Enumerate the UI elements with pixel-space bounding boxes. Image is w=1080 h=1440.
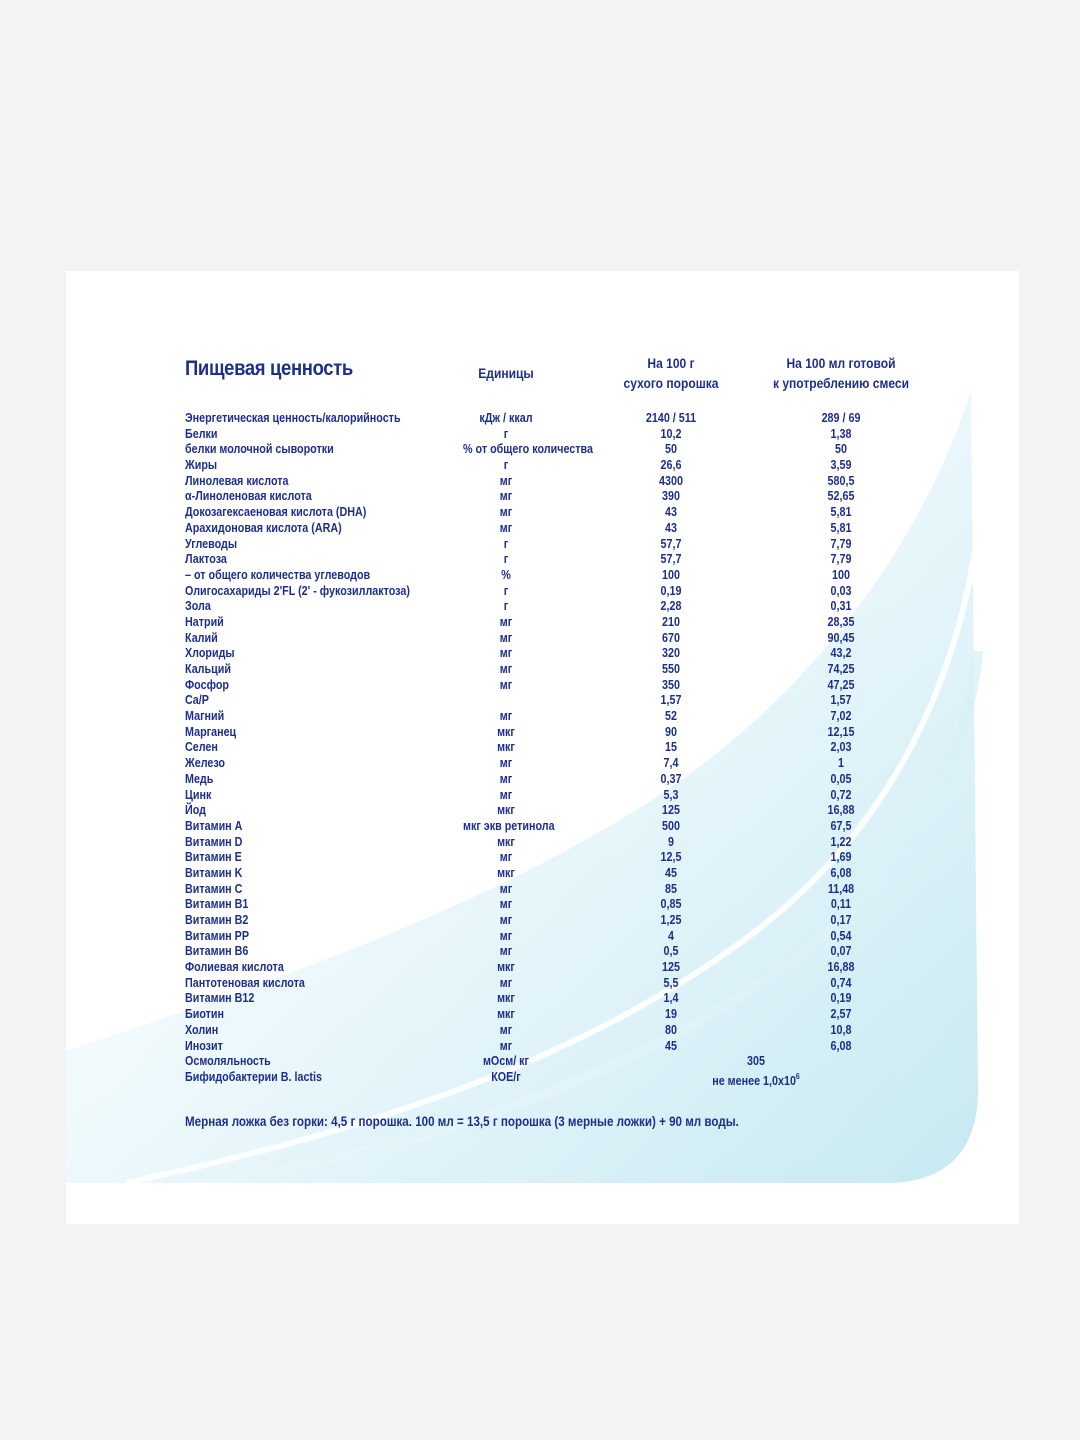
table-row	[66, 740, 1019, 756]
value-per-100g: 1,57	[660, 693, 682, 708]
table-row	[66, 474, 1019, 490]
value-per-100ml: 0,31	[830, 599, 852, 614]
nutrient-name: Витамин B1	[185, 897, 249, 912]
value-per-100ml: 11,48	[827, 881, 855, 896]
nutrient-unit: мг	[499, 473, 513, 488]
nutrient-unit: %	[501, 567, 511, 582]
nutrient-name: Йод	[185, 803, 206, 818]
nutrient-name: Витамин D	[185, 834, 243, 849]
nutrient-name: Витамин B6	[185, 944, 249, 959]
nutrient-unit: мг	[499, 646, 513, 661]
value-per-100g: 57,7	[660, 552, 682, 567]
value-per-100g: 0,85	[660, 897, 682, 912]
header-per-100g-line2: сухого порошка	[623, 375, 719, 391]
value-per-100ml: 52,65	[827, 489, 855, 504]
nutrient-unit: мг	[499, 944, 513, 959]
value-per-100g: 7,4	[663, 756, 679, 771]
value-per-100g: 45	[665, 1038, 677, 1053]
nutrient-unit: мг	[499, 1022, 513, 1037]
table-row	[66, 1007, 1019, 1023]
nutrient-name: Витамин K	[185, 865, 243, 880]
value-per-100ml: 1,57	[830, 693, 852, 708]
nutrient-unit: мг	[499, 662, 513, 676]
table-row	[66, 929, 1019, 945]
value-per-100ml: 74,25	[827, 662, 855, 676]
value-per-100g: 90	[665, 724, 677, 739]
nutrient-unit: мкг	[497, 740, 515, 755]
table-row	[66, 615, 1019, 631]
nutrient-unit: мкг экв ретинола	[463, 818, 555, 833]
nutrient-name: Углеводы	[185, 536, 238, 551]
nutrient-unit: мг	[499, 771, 513, 786]
nutrient-unit: мкг	[497, 991, 515, 1006]
nutrient-unit: мкг	[497, 834, 515, 849]
table-row	[66, 709, 1019, 725]
table-row	[66, 725, 1019, 741]
table-row	[66, 991, 1019, 1007]
value-per-100g: 1,25	[660, 913, 682, 927]
value-per-100ml: 90,45	[827, 630, 855, 645]
nutrient-name: Витамин B2	[185, 913, 249, 927]
value-per-100ml: 289 / 69	[821, 411, 861, 425]
nutrient-unit: мкг	[497, 865, 515, 880]
nutrient-name: Натрий	[185, 614, 224, 629]
nutrient-unit: мОсм/ кг	[482, 1054, 530, 1069]
nutrient-name: Витамин PP	[185, 928, 250, 943]
nutrient-name: Фосфор	[185, 677, 229, 692]
value-per-100g: 100	[662, 567, 680, 582]
nutrient-name: Инозит	[185, 1038, 223, 1053]
nutrient-unit: мкг	[497, 803, 515, 818]
value-per-100ml: 0,17	[830, 913, 852, 927]
nutrient-name: белки молочной сыворотки	[185, 442, 334, 457]
header-per-100g	[615, 353, 727, 393]
nutrient-unit: мг	[499, 928, 513, 943]
table-row	[66, 1039, 1019, 1055]
nutrient-name: Пантотеновая кислота	[185, 975, 305, 990]
value-per-100ml: 5,81	[830, 520, 852, 535]
nutrient-name: Лактоза	[185, 552, 227, 567]
nutrient-name: Хлориды	[185, 646, 235, 661]
table-row	[66, 411, 1019, 427]
table-row	[66, 568, 1019, 584]
nutrient-unit: мг	[499, 913, 513, 927]
value-per-100g: 0,5	[663, 944, 679, 959]
nutrient-name: Магний	[185, 709, 225, 724]
value-per-100ml: 1,38	[830, 426, 852, 441]
nutrient-unit: % от общего количества	[463, 442, 593, 457]
nutrient-name: – от общего количества углеводов	[185, 567, 371, 582]
value-per-100g: 26,6	[660, 458, 682, 473]
nutrient-unit: г	[503, 599, 509, 614]
nutrient-name: Марганец	[185, 724, 237, 739]
nutrient-name: Бифидобактерии B. lactis	[185, 1069, 322, 1084]
table-row	[66, 944, 1019, 960]
nutrient-name: Медь	[185, 771, 214, 786]
value-per-100g: 125	[662, 803, 680, 818]
value-per-100ml: 12,15	[827, 724, 855, 739]
nutrient-name: Белки	[185, 426, 218, 441]
value-per-100ml: 0,19	[830, 991, 852, 1006]
table-row	[66, 803, 1019, 819]
value-per-100g: 52	[665, 709, 677, 724]
value-per-100g: 5,3	[663, 787, 679, 802]
table-row	[66, 631, 1019, 647]
value-per-100g: 2140 / 511	[645, 411, 697, 425]
table-row	[66, 772, 1019, 788]
table-row	[66, 584, 1019, 600]
nutrient-name: Энергетическая ценность/калорийность	[185, 411, 401, 425]
value-per-100g: 85	[665, 881, 677, 896]
bifido-value: не менее 1,0x10	[712, 1074, 796, 1089]
value-per-100ml: 16,88	[827, 803, 855, 818]
table-row	[66, 960, 1019, 976]
value-per-100g: 9	[668, 834, 674, 849]
nutrient-unit: мг	[499, 489, 513, 504]
value-per-100ml: 67,5	[830, 818, 852, 833]
table-row	[66, 913, 1019, 929]
nutrient-name: Ca/P	[185, 693, 209, 708]
nutrient-unit: мг	[499, 881, 513, 896]
value-per-100ml: 2,57	[830, 1007, 852, 1022]
nutrient-name: Цинк	[185, 787, 212, 802]
nutrition-table	[66, 411, 1019, 1089]
table-row-bifido	[66, 1069, 1019, 1089]
value-per-100g: 670	[662, 630, 680, 645]
table-row	[66, 662, 1019, 678]
value-per-100g: 12,5	[660, 850, 682, 865]
value-per-100g: 80	[665, 1022, 677, 1037]
value-per-100g: 320	[662, 646, 680, 661]
nutrient-name: α-Линоленовая кислота	[185, 489, 312, 504]
value-per-100ml: 0,74	[830, 975, 852, 990]
nutrient-unit: мг	[499, 975, 513, 990]
value-per-100g: 0,37	[660, 771, 682, 786]
nutrient-name: Железо	[185, 756, 226, 771]
value-per-100ml: 5,81	[830, 505, 852, 520]
table-row	[66, 788, 1019, 804]
value-per-100g: 390	[662, 489, 680, 504]
nutrient-unit: мг	[499, 709, 513, 724]
value-per-100ml: 7,79	[830, 536, 852, 551]
value-per-100g: 43	[665, 505, 677, 520]
nutrient-name: Осмоляльность	[185, 1054, 271, 1069]
nutrient-unit: г	[503, 458, 509, 473]
value-per-100g: 1,4	[663, 991, 679, 1006]
nutrient-unit: мг	[499, 630, 513, 645]
value-per-100g: 10,2	[660, 426, 682, 441]
table-row	[66, 850, 1019, 866]
nutrient-name: Витамин C	[185, 881, 243, 896]
value-per-100ml: 0,07	[830, 944, 852, 959]
table-row	[66, 819, 1019, 835]
table-row	[66, 882, 1019, 898]
nutrient-name: Зола	[185, 599, 211, 614]
value-per-100g: 0,19	[660, 583, 682, 598]
nutrient-name: Кальций	[185, 662, 231, 676]
value-per-100g: 57,7	[660, 536, 682, 551]
footnote: Мерная ложка без горки: 4,5 г порошка. 100 мл = 13,5 г порошка (3 мерные ложки) + 90 мл воды.	[185, 1114, 739, 1129]
nutrient-unit: г	[503, 583, 509, 598]
value-per-100g: 4	[668, 928, 674, 943]
value-per-100ml: 43,2	[830, 646, 852, 661]
value-per-100ml: 3,59	[830, 458, 852, 473]
value-per-100g: 15	[665, 740, 677, 755]
nutrition-card	[66, 271, 1019, 1224]
table-row	[66, 678, 1019, 694]
bifido-exponent: 6	[795, 1071, 800, 1081]
table-row	[66, 897, 1019, 913]
table-row	[66, 599, 1019, 615]
nutrition-content	[66, 271, 1019, 1224]
table-row	[66, 693, 1019, 709]
value-per-100ml: 580,5	[827, 473, 855, 488]
nutrient-unit: г	[503, 552, 509, 567]
nutrient-unit: мкг	[497, 960, 515, 975]
value-per-100ml: 2,03	[830, 740, 852, 755]
value-per-100ml: 6,08	[830, 1038, 852, 1053]
header-per-100g-line1: На 100 г	[647, 355, 695, 371]
nutrient-unit: мг	[499, 677, 513, 692]
value-per-100ml: 1	[838, 756, 844, 771]
table-row	[66, 1023, 1019, 1039]
value-per-100ml: 50	[835, 442, 847, 457]
nutrient-name: Витамин B12	[185, 991, 255, 1006]
nutrient-unit: г	[503, 426, 509, 441]
table-row	[66, 521, 1019, 537]
header-units: Единицы	[478, 365, 534, 381]
nutrient-name: Докозагексаеновая кислота (DHA)	[185, 505, 367, 520]
nutrient-name: Фолиевая кислота	[185, 960, 284, 975]
nutrient-name: Калий	[185, 630, 218, 645]
value-per-100g: 50	[665, 442, 677, 457]
value-per-100ml: 0,72	[830, 787, 852, 802]
page-title: Пищевая ценность	[185, 357, 353, 380]
table-row	[66, 489, 1019, 505]
nutrient-unit: мг	[499, 850, 513, 865]
nutrient-name: Витамин E	[185, 850, 242, 865]
value-per-100g: 4300	[659, 473, 683, 488]
nutrient-unit: мкг	[497, 724, 515, 739]
nutrient-name: Жиры	[185, 458, 218, 473]
value-per-100ml: 6,08	[830, 865, 852, 880]
value-per-100g: 500	[662, 818, 680, 833]
value-per-100ml: 1,69	[830, 850, 852, 865]
value-per-100ml: 0,54	[830, 928, 852, 943]
value-per-100ml: 0,03	[830, 583, 852, 598]
nutrient-unit: мг	[499, 787, 513, 802]
value-per-100g: 550	[662, 662, 680, 676]
value-per-100g: 45	[665, 865, 677, 880]
table-row	[66, 646, 1019, 662]
value-per-100ml: 1,22	[830, 834, 852, 849]
nutrient-unit: КОЕ/г	[491, 1069, 521, 1084]
value-per-100ml: 16,88	[827, 960, 855, 975]
value-per-100ml: 0,11	[830, 897, 852, 912]
table-row	[66, 835, 1019, 851]
value-per-100g: 2,28	[660, 599, 682, 614]
header-per-100ml-line1: На 100 мл готовой	[786, 355, 896, 371]
table-row	[66, 442, 1019, 458]
value-per-100ml: 10,8	[830, 1022, 852, 1037]
value-per-100g: 5,5	[663, 975, 679, 990]
value-per-100g: 210	[662, 614, 680, 629]
table-row	[66, 505, 1019, 521]
nutrient-name: Арахидоновая кислота (ARA)	[185, 520, 342, 535]
value-per-100g: 125	[662, 960, 680, 975]
table-row	[66, 756, 1019, 772]
table-row	[66, 537, 1019, 553]
table-row	[66, 552, 1019, 568]
nutrient-name: Холин	[185, 1022, 219, 1037]
nutrient-unit: мг	[499, 1038, 513, 1053]
table-row	[66, 427, 1019, 443]
nutrient-unit: мг	[499, 756, 513, 771]
table-row-osmolality	[66, 1054, 1019, 1070]
nutrient-name: Олигосахариды 2'FL (2' - фукозиллактоза)	[185, 583, 410, 598]
nutrient-name: Витамин A	[185, 818, 243, 833]
value-per-100ml: 7,79	[830, 552, 852, 567]
nutrient-unit: мг	[499, 897, 513, 912]
nutrient-name: Биотин	[185, 1007, 225, 1022]
value-per-100ml: 100	[832, 567, 850, 582]
nutrient-unit: мг	[499, 614, 513, 629]
nutrient-value	[696, 1070, 816, 1090]
value-per-100g: 43	[665, 520, 677, 535]
nutrient-name: Линолевая кислота	[185, 473, 289, 488]
value-per-100g: 19	[665, 1007, 677, 1022]
nutrient-unit: мг	[499, 520, 513, 535]
table-row	[66, 976, 1019, 992]
value-per-100ml: 7,02	[830, 709, 852, 724]
nutrient-unit: мкг	[497, 1007, 515, 1022]
value-per-100ml: 47,25	[827, 677, 855, 692]
table-row	[66, 866, 1019, 882]
value-per-100g: 350	[662, 677, 680, 692]
nutrient-unit: кДж / ккал	[479, 411, 533, 425]
nutrient-unit: мг	[499, 505, 513, 520]
value-per-100ml: 0,05	[830, 771, 852, 786]
table-row	[66, 458, 1019, 474]
header-per-100ml	[768, 353, 914, 393]
nutrient-unit: г	[503, 536, 509, 551]
nutrient-value: 305	[747, 1054, 765, 1069]
value-per-100ml: 28,35	[827, 614, 855, 629]
header-per-100ml-line2: к употреблению смеси	[772, 375, 910, 391]
nutrient-name: Селен	[185, 740, 218, 755]
